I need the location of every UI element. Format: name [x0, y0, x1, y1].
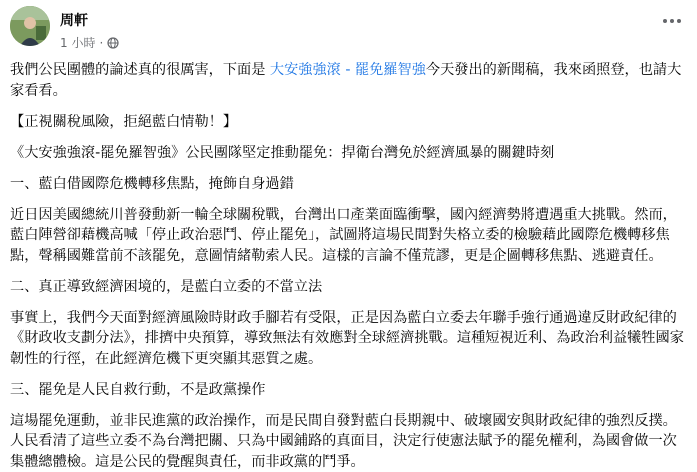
section-2-title: 二、真正導致經濟困境的，是藍白立委的不當立法 [10, 277, 690, 298]
post-meta [60, 34, 119, 51]
post-subtitle: 《大安強強滾-罷免羅智強》公民團隊堅定推動罷免：捍衛台灣免於經濟風暴的關鍵時刻 [10, 143, 690, 164]
more-options-icon[interactable] [658, 10, 686, 32]
author-name[interactable]: 周軒 [60, 10, 88, 30]
post-header [10, 6, 690, 56]
post-timestamp[interactable]: 1 小時 [60, 34, 95, 51]
ellipsis-icon [662, 18, 682, 24]
avatar-photo [10, 6, 50, 46]
section-2-body: 事實上，我們今天面對經濟風險時財政手腳若有受限，正是因為藍白立委去年聯手強行通過違反財政紀律的《財政收支劃分法》，排擠中央預算，導致無法有效應對全球經濟挑戰。這種短視近利、為政治利益犧牲國家韌性的行徑，在此經濟危機下更突顯其惡質之處。 [10, 308, 690, 370]
post-headline: 【正視關稅風險，拒絕藍白情勒！】 [10, 112, 690, 133]
section-3-body: 這場罷免運動，並非民進黨的政治操作，而是民間自發對藍白長期親中、破壞國安與財政紀律的強烈反撲。人民看清了這些立委不為台灣把關、只為中國鋪路的真面目，決定行使憲法賦予的罷免權利，為國會做一次集體總體檢。這是公民的覺醒與責任，而非政黨的鬥爭。 [10, 411, 690, 472]
section-1-title: 一、藍白借國際危機轉移焦點，掩飾自身過錯 [10, 174, 690, 195]
section-3-title: 三、罷免是人民自救行動，不是政黨操作 [10, 380, 690, 401]
intro-text-after: 今天發出的新聞稿，我來函照登，也請大家看看。 [10, 62, 681, 99]
page-link[interactable]: 大安強強滾 - 罷免羅智強 [270, 62, 426, 78]
avatar[interactable] [10, 6, 50, 46]
globe-icon[interactable] [107, 37, 119, 49]
intro-paragraph [10, 60, 690, 101]
meta-separator: · [99, 36, 103, 50]
intro-text-before: 我們公民團體的論述真的很厲害，下面是 [10, 62, 270, 78]
section-1-body: 近日因美國總統川普發動新一輪全球關稅戰，台灣出口產業面臨衝擊，國內經濟勢將遭遇重大挑戰。然而，藍白陣營卻藉機高喊「停止政治惡鬥、停止罷免」，試圖將這場民間對失格立委的檢驗藉此國際危機轉移焦點，聲稱國難當前不該罷免，意圖情緒勒索人民。這樣的言論不僅荒謬，更是企圖轉移焦點、逃避責任。 [10, 205, 690, 267]
post-body [10, 60, 690, 472]
